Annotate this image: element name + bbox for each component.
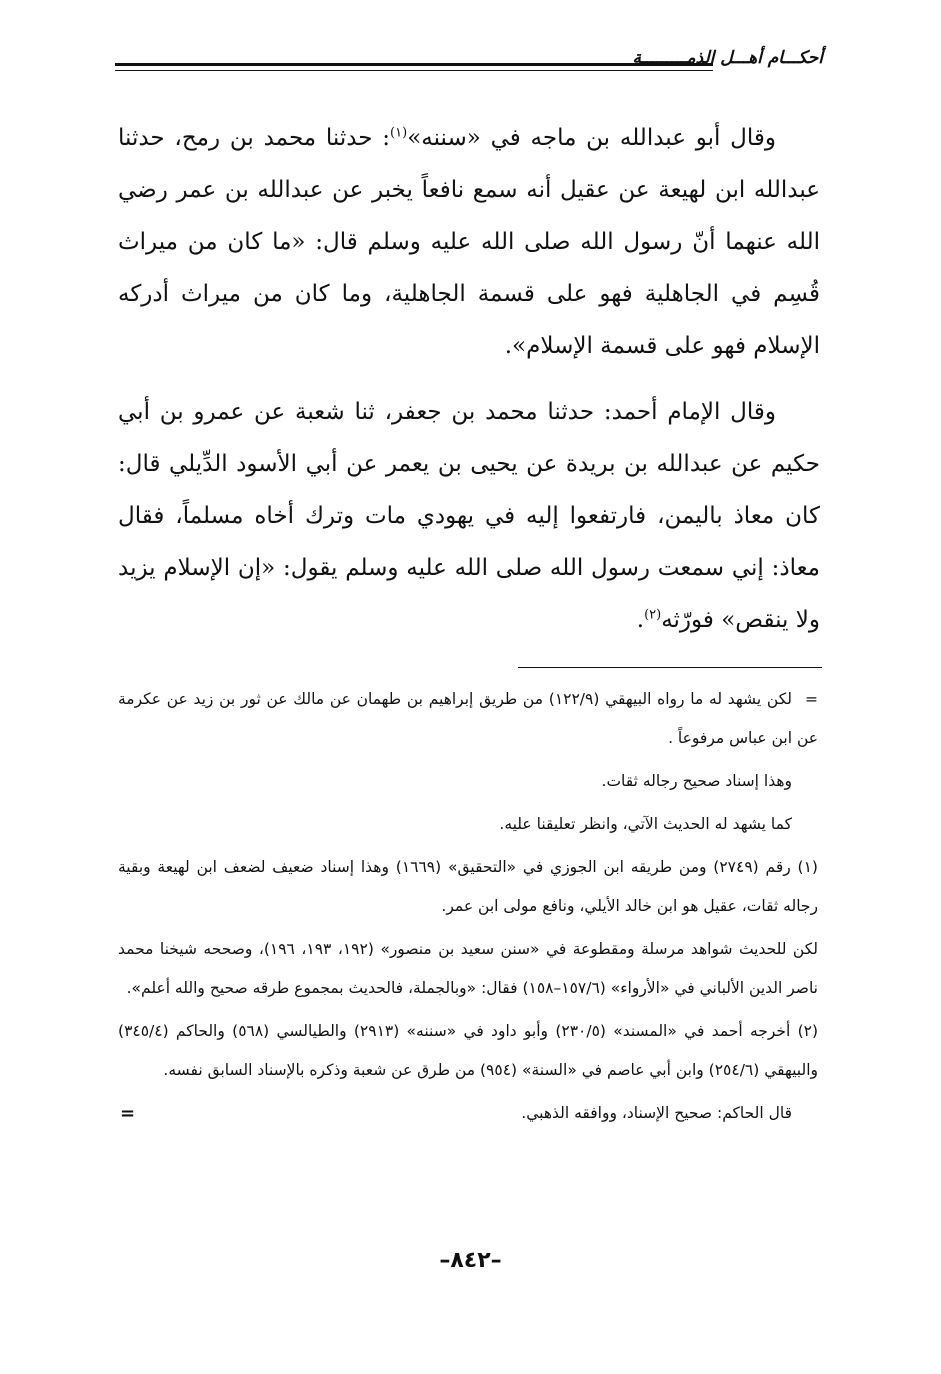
running-title: أحكـــام أهـــل الذمـــــــــة <box>632 48 823 68</box>
header-double-rule <box>115 63 713 71</box>
footnote-ref-1[interactable]: (١) <box>390 125 408 141</box>
footnote-1: (١) رقم (٢٧٤٩) ومن طريقه ابن الجوزي في «التحقيق» (١٦٦٩) وهذا إسناد ضعيف لضعف ابن لهيعة وبقية رجاله ثقات، عقيل هو ابن خالد الأيلي، ونافع مولى ابن عمر. <box>118 858 818 915</box>
continuation-end-mark: = <box>120 1103 136 1124</box>
paragraph-2-end: . <box>636 607 645 633</box>
paragraph-imam-ahmad <box>118 386 820 646</box>
footnote-continuation-3: كما يشهد له الحديث الآتي، وانظر تعليقنا عليه. <box>499 815 792 833</box>
footnotes <box>118 680 818 1137</box>
paragraph-1-rest: : حدثنا محمد بن رمح، حدثنا عبدالله ابن لهيعة عن عقيل أنه سمع نافعاً يخبر عن عبدالله بن عمر رضي الله عنهما أنّ رسول الله صلى الله عليه وسلم قال: «ما كان من ميراث قُسِم في الجاهلية فهو على قسمة الجاهلية، وما كان من ميراث أدركه الإسلام فهو على قسمة الإسلام». <box>118 125 820 359</box>
footnote-2-b-text: قال الحاكم: صحيح الإسناد، ووافقه الذهبي. <box>521 1104 792 1122</box>
footnote-separator <box>518 667 822 668</box>
footnote-continuation-2: وهذا إسناد صحيح رجاله ثقات. <box>601 772 792 790</box>
continuation-mark: = <box>805 690 818 708</box>
footnote-continuation <box>118 680 818 758</box>
footnote-2-b <box>118 1094 818 1133</box>
footnote-1-b: لكن للحديث شواهد مرسلة ومقطوعة في «سنن سعيد بن منصور» (١٩٢، ١٩٣، ١٩٦)، وصححه شيخنا محمد ناصر الدين الألباني في «الأرواء» (١٥٧/٦–١٥٨) فقال: «وبالجملة، فالحديث بمجموع طرقه صحيح والله أعلم». <box>118 940 819 997</box>
continuation-text: لكن يشهد له ما رواه البيهقي (١٢٢/٩) من طريق إبراهيم بن طهمان عن مالك عن ثور بن زيد عن عكرمة عن ابن عباس مرفوعاً . <box>118 690 818 747</box>
paragraph-ibn-majah <box>118 112 820 372</box>
paragraph-2-text: وقال الإمام أحمد: حدثنا محمد بن جعفر، ثنا شعبة عن عمرو بن أبي حكيم عن عبدالله بن بريدة عن يحيى بن يعمر عن أبي الأسود الدِّيلي قال: كان معاذ باليمن، فارتفعوا إليه في يهودي مات وترك أخاه مسلماً، فقال معاذ: إني سمعت رسول الله صلى الله عليه وسلم يقول: «إن الإسلام يزيد ولا ينقص» فورّثه <box>118 399 820 633</box>
page-number: –٨٤٢– <box>439 1248 502 1273</box>
footnote-2: (٢) أخرجه أحمد في «المسند» (٢٣٠/٥) وأبو داود في «سننه» (٢٩١٣) والطيالسي (٥٦٨) والحاكم (٣٤٥/٤) والبيهقي (٢٥٤/٦) وابن أبي عاصم في «السنة» (٩٥٤) من طرق عن شعبة وذكره بالإسناد السابق نفسه. <box>118 1022 819 1079</box>
main-text <box>118 112 820 660</box>
footnote-ref-2[interactable]: (٢) <box>644 607 662 623</box>
paragraph-1-start: وقال أبو عبدالله بن ماجه في «سننه» <box>407 125 776 151</box>
